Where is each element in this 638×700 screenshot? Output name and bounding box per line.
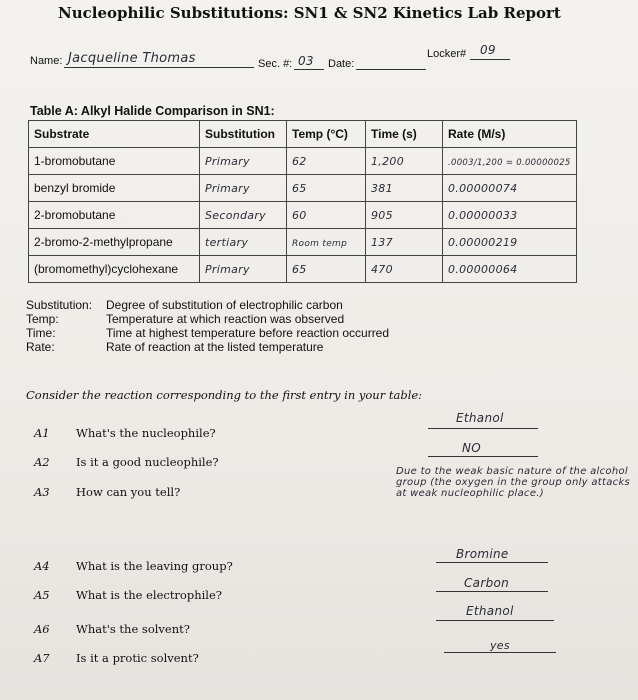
question-text: What is the leaving group?: [76, 559, 233, 573]
sec-value[interactable]: 03: [298, 54, 314, 68]
cell-substitution[interactable]: tertiary: [205, 236, 249, 249]
cell-time[interactable]: 1,200: [371, 155, 404, 168]
alkyl-halide-table: [28, 120, 577, 283]
answer-a6[interactable]: Ethanol: [466, 604, 514, 618]
table-caption: Table A: Alkyl Halide Comparison in SN1:: [30, 104, 275, 118]
name-line: [64, 67, 254, 68]
answer-line: [436, 620, 554, 621]
name-label: Name:: [30, 55, 63, 67]
question-number: A3: [34, 485, 50, 499]
answer-line: [436, 562, 548, 563]
question-text: Is it a protic solvent?: [76, 651, 199, 665]
answer-line: [428, 456, 538, 457]
cell-temp[interactable]: 65: [292, 263, 307, 276]
cell-rate[interactable]: 0.00000074: [448, 182, 518, 195]
locker-label: Locker#: [427, 48, 467, 60]
answer-a3[interactable]: Due to the weak basic nature of the alcohol group (the oxygen in the group only attacks at weak nucleophilic place.): [396, 466, 631, 499]
question-text: What's the nucleophile?: [76, 426, 216, 440]
col-rate: Rate (M/s): [443, 121, 577, 148]
cell-substitution[interactable]: Primary: [205, 155, 250, 168]
col-substrate: Substrate: [29, 121, 200, 148]
sec-label: Sec. #:: [258, 58, 293, 70]
col-time: Time (s): [366, 121, 443, 148]
page-title: Nucleophilic Substitutions: SN1 & SN2 Kinetics Lab Report: [58, 4, 561, 22]
question-a1: [34, 426, 216, 440]
question-text: What's the solvent?: [76, 622, 190, 636]
cell-rate[interactable]: .0003/1,200 = 0.00000025: [448, 158, 571, 168]
cell-time[interactable]: 470: [371, 263, 393, 276]
table-row: [29, 148, 577, 175]
question-text: What is the electrophile?: [76, 588, 222, 602]
legend-value: Temperature at which reaction was observed: [106, 312, 345, 326]
cell-substrate: 2-bromo-2-methylpropane: [29, 229, 200, 256]
legend-value: Time at highest temperature before reaction occurred: [106, 326, 390, 340]
question-text: Is it a good nucleophile?: [76, 455, 219, 469]
cell-time[interactable]: 905: [371, 209, 393, 222]
answer-a5[interactable]: Carbon: [464, 576, 510, 590]
question-number: A2: [34, 455, 50, 469]
locker-value[interactable]: 09: [480, 43, 496, 57]
table-row: [29, 229, 577, 256]
answer-a4[interactable]: Bromine: [456, 547, 509, 561]
question-a7: [34, 651, 199, 665]
answer-a7[interactable]: yes: [490, 639, 510, 652]
table-row: [29, 202, 577, 229]
question-a2: [34, 455, 219, 469]
answer-line: [444, 652, 556, 653]
cell-rate[interactable]: 0.00000033: [448, 209, 518, 222]
question-number: A4: [34, 559, 50, 573]
table-row: [29, 175, 577, 202]
cell-temp[interactable]: 65: [292, 182, 307, 195]
question-a5: [34, 588, 222, 602]
col-temp: Temp (°C): [287, 121, 366, 148]
question-number: A7: [34, 651, 50, 665]
cell-substrate: 2-bromobutane: [29, 202, 200, 229]
cell-substitution[interactable]: Secondary: [205, 209, 266, 222]
legend-item: [26, 340, 389, 354]
answer-line: [436, 591, 548, 592]
question-a6: [34, 622, 190, 636]
cell-substitution[interactable]: Primary: [205, 263, 250, 276]
cell-temp[interactable]: Room temp: [292, 239, 348, 249]
question-text: How can you tell?: [76, 485, 181, 499]
legend-value: Rate of reaction at the listed temperature: [106, 340, 324, 354]
cell-time[interactable]: 137: [371, 236, 393, 249]
legend-item: [26, 298, 389, 312]
col-substitution: Substitution: [200, 121, 287, 148]
question-number: A5: [34, 588, 50, 602]
date-line: [356, 69, 426, 70]
legend-key: Substitution:: [26, 298, 93, 312]
legend-item: [26, 312, 389, 326]
table-header-row: [29, 121, 577, 148]
legend-key: Time:: [26, 326, 56, 340]
answer-line: [428, 428, 538, 429]
question-number: A1: [34, 426, 50, 440]
question-a4: [34, 559, 233, 573]
name-value[interactable]: Jacqueline Thomas: [68, 51, 196, 66]
question-number: A6: [34, 622, 50, 636]
cell-substrate: benzyl bromide: [29, 175, 200, 202]
cell-rate[interactable]: 0.00000219: [448, 236, 518, 249]
cell-substrate: (bromomethyl)cyclohexane: [29, 256, 200, 283]
legend-key: Temp:: [26, 312, 59, 326]
question-a3: [34, 485, 180, 499]
cell-rate[interactable]: 0.00000064: [448, 263, 518, 276]
cell-temp[interactable]: 60: [292, 209, 307, 222]
cell-time[interactable]: 381: [371, 182, 393, 195]
table-legend: [26, 298, 389, 354]
date-label: Date:: [328, 58, 355, 70]
consider-instruction: Consider the reaction corresponding to the first entry in your table:: [26, 388, 423, 402]
answer-a2[interactable]: NO: [462, 441, 482, 455]
legend-key: Rate:: [26, 340, 55, 354]
cell-substitution[interactable]: Primary: [205, 182, 250, 195]
sec-line: [294, 69, 324, 70]
cell-substrate: 1-bromobutane: [29, 148, 200, 175]
answer-a1[interactable]: Ethanol: [456, 411, 504, 425]
legend-item: [26, 326, 389, 340]
locker-line: [470, 59, 510, 60]
table-row: [29, 256, 577, 283]
legend-value: Degree of substitution of electrophilic carbon: [106, 298, 343, 312]
cell-temp[interactable]: 62: [292, 155, 307, 168]
